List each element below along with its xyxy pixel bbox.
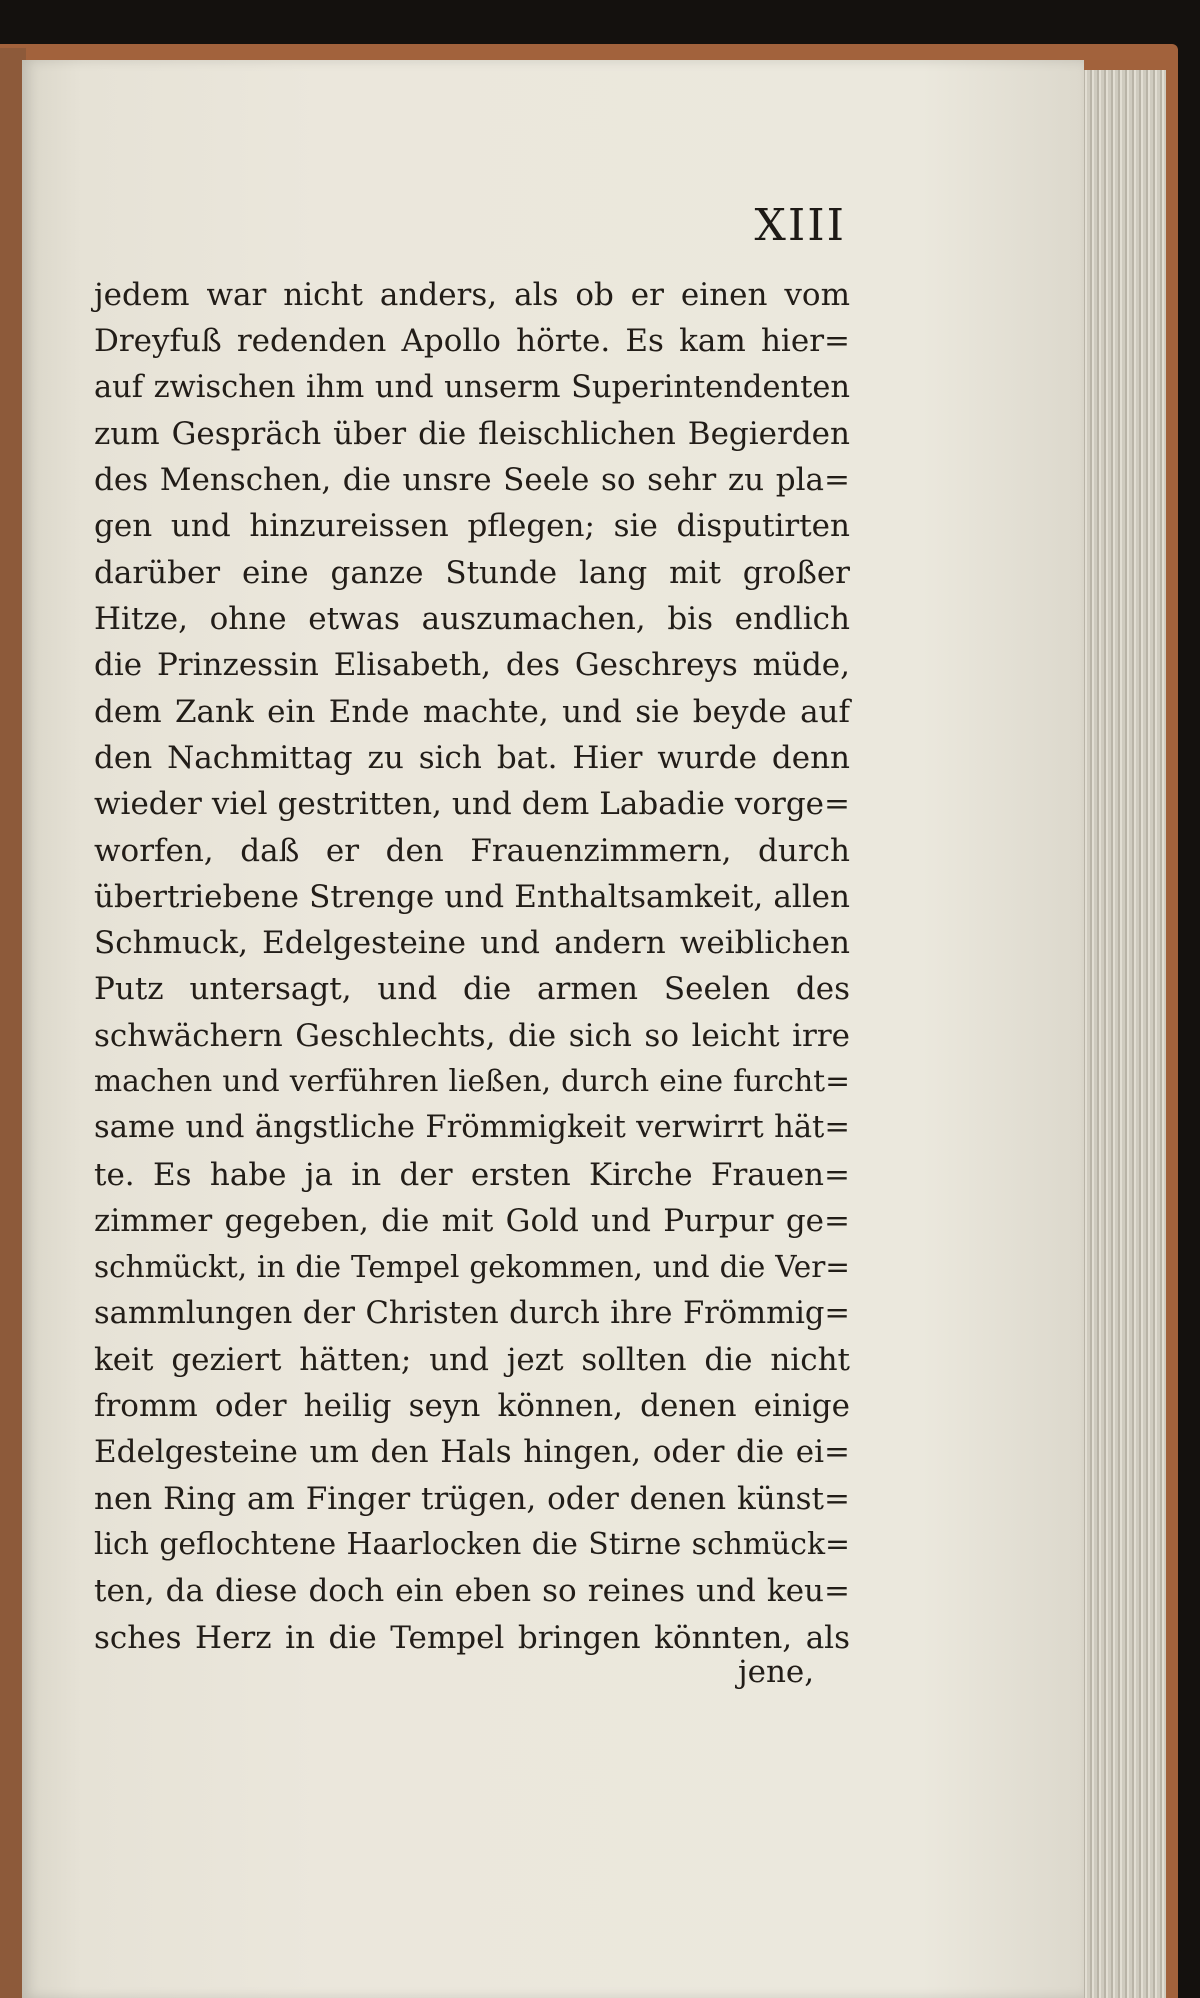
text-line: Edelgesteine um den Hals hingen, oder die ei= (94, 1434, 850, 1471)
text-line: dem Zank ein Ende machte, und sie beyde auf (94, 693, 850, 730)
text-line: sammlungen der Christen durch ihre Frömmig= (94, 1295, 850, 1331)
page-header (22, 200, 922, 260)
text-line: machen und verführen ließen, durch eine furcht= (94, 1064, 850, 1100)
text-line: te. Es habe ja in der ersten Kirche Frauen= (94, 1156, 850, 1193)
text-line: fromm oder heilig seyn können, denen einige (94, 1388, 850, 1425)
paper-page (22, 60, 1084, 1998)
text-line: darüber eine ganze Stunde lang mit großer (94, 554, 850, 591)
text-line: Dreyfuß redenden Apollo hörte. Es kam hier= (94, 323, 850, 360)
text-line: schwächern Geschlechts, die sich so leicht irre (94, 1017, 850, 1054)
text-line: nen Ring am Finger trügen, oder denen künst= (94, 1480, 850, 1517)
page-number: XIII (754, 200, 846, 251)
text-line: zimmer gegeben, die mit Gold und Purpur ge= (94, 1202, 850, 1239)
text-line: lich geflochtene Haarlocken die Stirne schmück= (94, 1527, 850, 1563)
text-line: Hitze, ohne etwas auszumachen, bis endlich (94, 601, 850, 638)
text-line: zum Gespräch über die fleischlichen Begierden (94, 415, 850, 452)
text-line: des Menschen, die unsre Seele so sehr zu pla= (94, 462, 850, 499)
text-line: same und ängstliche Frömmigkeit verwirrt hät= (94, 1110, 850, 1146)
text-line: ten, da diese doch ein eben so reines und keu= (94, 1573, 850, 1610)
body-text (94, 272, 850, 1661)
catchword: jene, (738, 1654, 815, 1690)
text-line: den Nachmittag zu sich bat. Hier wurde denn (94, 739, 850, 776)
page-edges (1080, 70, 1166, 1998)
text-line: gen und hinzureissen pflegen; sie disputirten (94, 508, 850, 545)
text-line: Putz untersagt, und die armen Seelen des (94, 971, 850, 1008)
text-line: übertriebene Strenge und Enthaltsamkeit, allen (94, 878, 850, 915)
text-line: keit geziert hätten; und jezt sollten die nicht (94, 1341, 850, 1378)
text-line: jedem war nicht anders, als ob er einen vom (94, 277, 850, 313)
text-line: Schmuck, Edelgesteine und andern weiblichen (94, 925, 850, 962)
text-line: wieder viel gestritten, und dem Labadie vorge= (94, 786, 850, 823)
text-line: worfen, daß er den Frauenzimmern, durch (94, 832, 850, 869)
text-line: sches Herz in die Tempel bringen könnten, als (94, 1619, 850, 1656)
text-line: schmückt, in die Tempel gekommen, und die Ver= (94, 1250, 850, 1285)
text-line: auf zwischen ihm und unserm Superintendenten (94, 369, 850, 405)
text-line: die Prinzessin Elisabeth, des Geschreys müde, (94, 647, 850, 684)
